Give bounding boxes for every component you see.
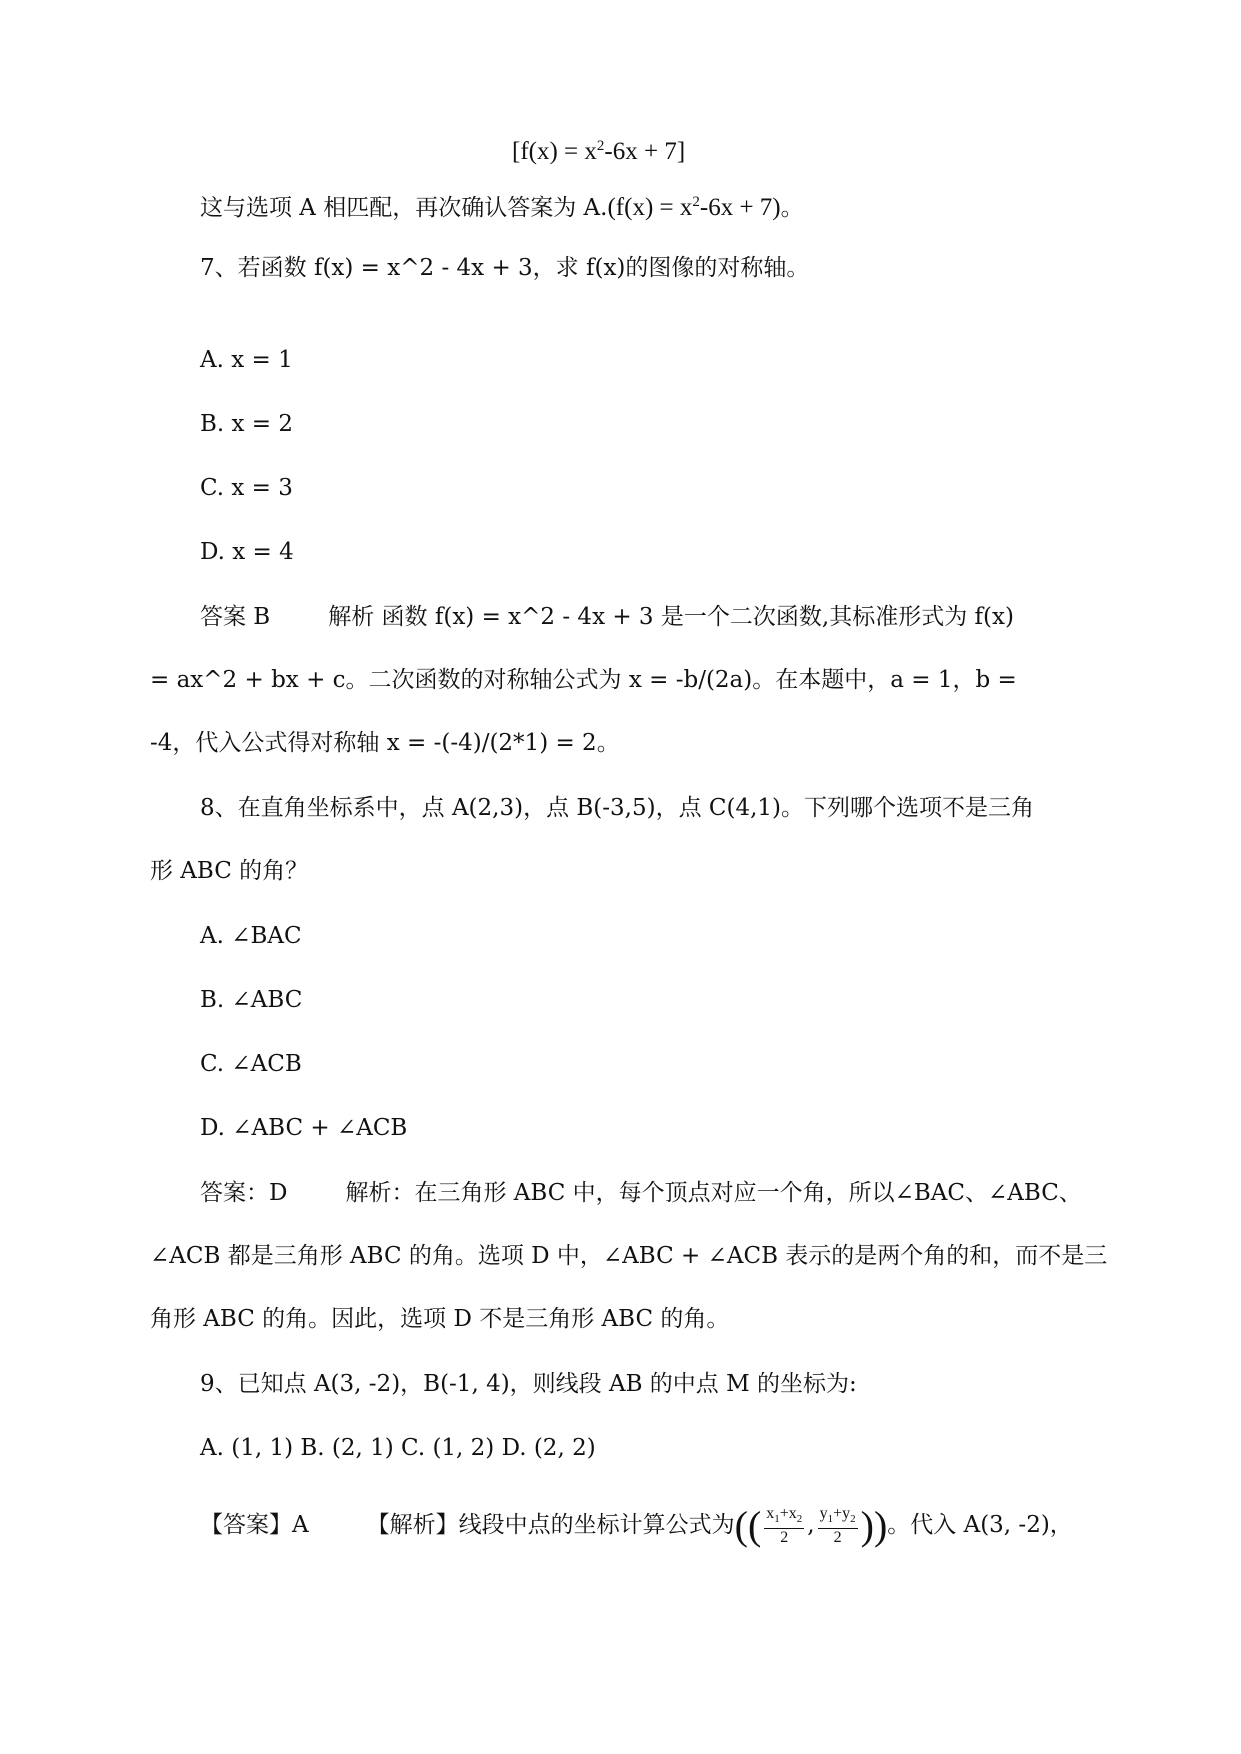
q7-option-d: D. x = 4 [200, 539, 294, 565]
q9-answer-line: 【答案】A 【解析】线段中点的坐标计算公式为(( $\frac{x_1+x_2}{2}$ , $\frac{y_1+y_2}{2}$ ))。代入 A(3, -2)， [200, 1503, 1073, 1549]
q8-option-a: A. ∠BAC [200, 923, 302, 949]
fraction-x: $\frac{x_1+x_2}{2}$ [766, 1505, 803, 1547]
q9-analysis-label: 【解析】 [366, 1512, 459, 1539]
q7-option-c: C. x = 3 [200, 475, 293, 501]
q7-answer: 答案 B [200, 604, 271, 630]
q8-option-b: B. ∠ABC [200, 987, 303, 1013]
q9-analysis-text: 线段中点的坐标计算公式为 [458, 1512, 735, 1539]
q9-question: 9、已知点 A(3, -2)，B(-1, 4)，则线段 AB 的中点 M 的坐标为: [200, 1371, 857, 1397]
fraction-y: $\frac{y_1+y_2}{2}$ [819, 1505, 856, 1547]
q7-question: 7、若函数 f(x) = x^2 - 4x + 3，求 f(x)的图像的对称轴。 [200, 255, 810, 281]
q7-analysis-line: = ax^2 + bx + c。二次函数的对称轴公式为 x = -b/(2a)。在本题中，a = 1，b = [150, 667, 1017, 693]
q9-answer: 【答案】A [200, 1512, 309, 1539]
q8-option-d: D. ∠ABC + ∠ACB [200, 1115, 408, 1141]
q8-option-c: C. ∠ACB [200, 1051, 302, 1077]
confirm-formula: $(f(x) = x^2-6x + 7)$ [607, 194, 781, 221]
q8-question-cont: 形 ABC 的角？ [150, 858, 309, 884]
formula-part: -6x + 7] [604, 138, 686, 165]
q7-answer-line [200, 602, 1014, 632]
q8-analysis-line: 角形 ABC 的角。因此，选项 D 不是三角形 ABC 的角。 [150, 1306, 730, 1332]
formula-part: [f(x) = x [512, 138, 597, 165]
formula-exponent: 2 [596, 138, 605, 154]
q8-analysis-line: ∠ACB 都是三角形 ABC 的角。选项 D 中，∠ABC + ∠ACB 表示的是两个角的和，而不是三 [150, 1243, 1108, 1269]
q7-option-a: A. x = 1 [200, 347, 293, 373]
q7-analysis-line: -4，代入公式得对称轴 x = -(-4)/(2*1) = 2。 [150, 730, 620, 756]
q8-answer: 答案：D [200, 1180, 288, 1206]
q9-tail: 。代入 A(3, -2)， [887, 1512, 1073, 1539]
q8-answer-line [200, 1178, 1082, 1208]
q9-options: A. (1, 1) B. (2, 1) C. (1, 2) D. (2, 2) [200, 1435, 596, 1461]
confirm-line: 这与选项 A 相匹配，再次确认答案为 $A.(f(x) = x^2-6x + 7)$。 [200, 194, 804, 221]
q7-analysis: 解析 函数 f(x) = x^2 - 4x + 3 是一个二次函数,其标准形式为 f(x) [328, 604, 1014, 630]
q8-analysis: 解析：在三角形 ABC 中，每个顶点对应一个角，所以∠BAC、∠ABC、 [345, 1180, 1082, 1206]
confirm-text: 这与选项 A 相匹配，再次确认答案为 A. [200, 195, 608, 221]
formula-line [512, 137, 685, 167]
q8-question: 8、在直角坐标系中，点 A(2,3)，点 B(-3,5)，点 C(4,1)。下列哪个选项不是三角 [200, 795, 1035, 821]
q7-option-b: B. x = 2 [200, 411, 294, 437]
